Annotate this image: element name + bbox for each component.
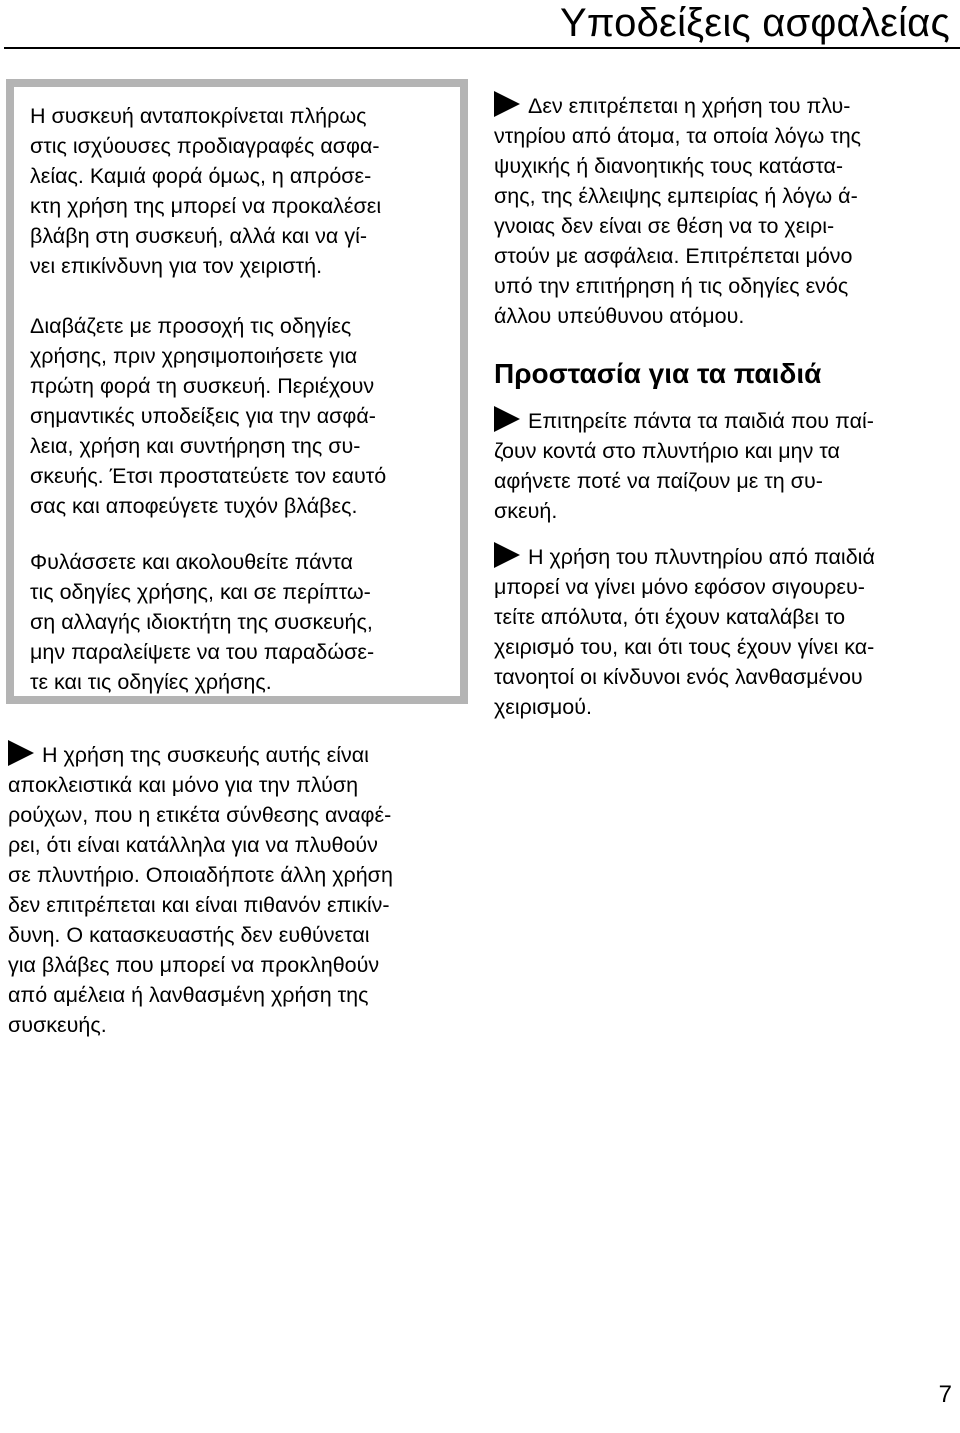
bullet-triangle-icon <box>494 91 520 117</box>
bullet-triangle-icon <box>494 542 520 568</box>
safety-notice-box <box>6 79 468 704</box>
bullet-triangle-icon <box>8 740 34 766</box>
page-header-title: Υποδείξεις ασφαλείας <box>560 1 950 45</box>
bullet-item-intended-use <box>8 740 468 1040</box>
bullet-item-capable-users <box>494 91 954 331</box>
page-number: 7 <box>938 1381 952 1408</box>
bullet-text: Δεν επιτρέπεται η χρήση του πλυ- ντηρίου από άτομα, τα οποία λόγω της ψυχικής ή διανοητικής τους κατάστα- σης, της έλλειψης εμπειρίας ή λόγω ά- γνοιας δεν είναι σε θέση να το χειρι- στούν με ασφάλεια. Επιτρέπεται μόνο υπό την επιτήρηση ή τις οδηγίες ενός άλλου υπεύθυνου ατόμου. <box>494 94 862 328</box>
notice-paragraph-compliance: Η συσκευή ανταποκρίνεται πλήρως στις ισχύουσες προδιαγραφές ασφα- λείας. Καμιά φορά όμως, η απρόσε- κτη χρήση της μπορεί να προκαλέσει βλάβη στη συσκευή, αλλά και να γί- νει επικίνδυνη για τον χειριστή. <box>30 104 382 278</box>
bullet-text: Η χρήση του πλυντηρίου από παιδιά μπορεί να γίνει μόνο εφόσον σιγουρευ- τείτε απόλυτα, ότι έχουν καταλάβει το χειρισμό του, και ότι τους έχουν γίνει κα- τανοητοί οι κίνδυνοι ενός λανθασμένου χειρισμού. <box>494 545 875 719</box>
section-title-child-protection: Προστασία για τα παιδιά <box>494 358 822 389</box>
notice-paragraph-read-instructions: Διαβάζετε με προσοχή τις οδηγίες χρήσης, πριν χρησιμοποιήσετε για πρώτη φορά τη συσκευή. Περιέχουν σημαντικές υποδείξεις για την ασφά- λεια, χρήση και συντήρηση της συ- σκευής. Έτσι προστατεύετε τον εαυτό σας και αποφεύγετε τυχόν βλάβες. <box>30 314 387 518</box>
header-divider <box>4 47 960 49</box>
bullet-text: Επιτηρείτε πάντα τα παιδιά που παί- ζουν κοντά στο πλυντήριο και μην τα αφήνετε ποτέ να παίζουν με τη συ- σκευή. <box>494 409 874 523</box>
bullet-text: Η χρήση της συσκευής αυτής είναι αποκλειστικά και μόνο για την πλύση ρούχων, που η ετικέτα σύνθεσης αναφέ- ρει, ότι είναι κατάλληλα για να πλυθούν σε πλυντήριο. Οποιαδήποτε άλλη χρήση δεν επιτρέπεται και είναι πιθανόν επικίν- δυνη. Ο κατασκευαστής δεν ευθύνεται για βλάβες που μπορεί να προκληθούν από αμέλεια ή λανθασμένη χρήση της συσκευής. <box>8 743 393 1037</box>
bullet-triangle-icon <box>494 406 520 432</box>
bullet-item-supervise-children <box>494 406 954 526</box>
notice-paragraph-keep-instructions: Φυλάσσετε και ακολουθείτε πάντα τις οδηγίες χρήσης, και σε περίπτω- ση αλλαγής ιδιοκτήτη της συσκευής, μην παραλείψετε να του παραδώσε- τε και τις οδηγίες χρήσης. <box>30 550 375 694</box>
bullet-item-children-usage <box>494 542 954 722</box>
